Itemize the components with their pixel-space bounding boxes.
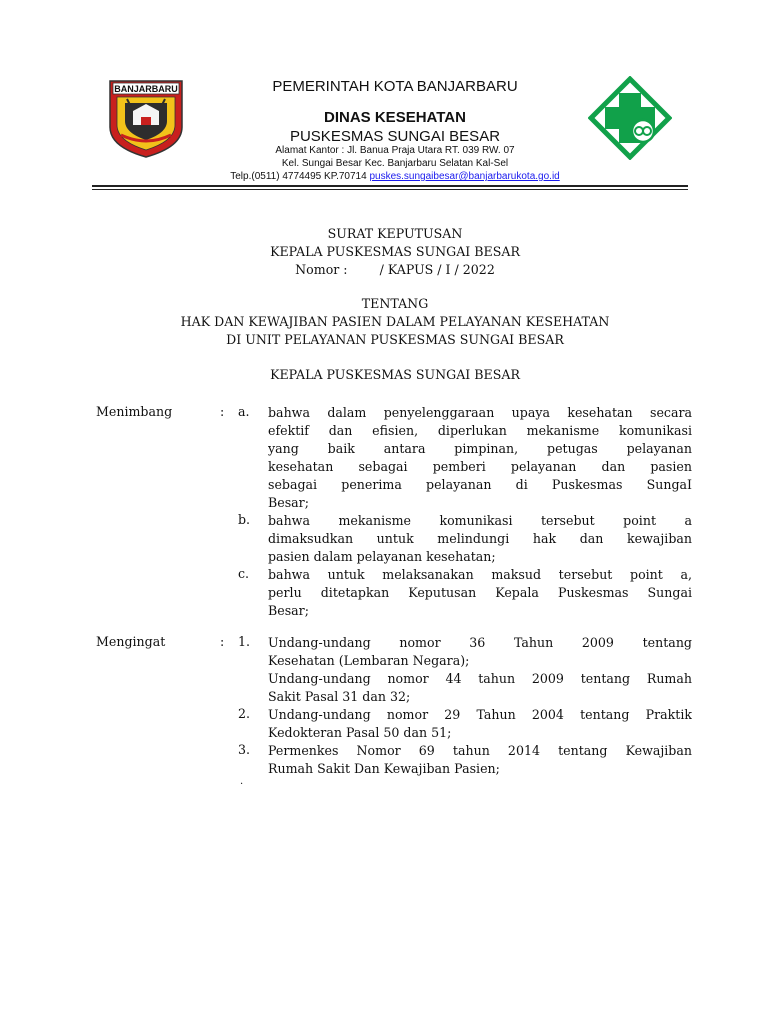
about-label: TENTANG — [361, 296, 429, 311]
mengingat-item-1 — [268, 634, 692, 706]
government-name: PEMERINTAH KOTA BANJARBARU — [272, 78, 518, 95]
phone-number: Telp.(0511) 4774495 KP.70714 — [230, 171, 367, 182]
office-district: Kel. Sungai Besar Kec. Banjarbaru Selatan Kal-Sel — [281, 158, 509, 169]
paragraph-line: Besar; — [268, 603, 309, 618]
paragraph-line: Undang-undang nomor 29 Tahun 2004 tentang Praktik — [268, 707, 692, 722]
menimbang-item-c-mark: c. — [238, 566, 250, 581]
emblem-text: BANJARBARU — [114, 84, 178, 94]
paragraph-line: kesehatan sebagai pemberi pelayanan dan pasien — [268, 459, 692, 474]
department-name: DINAS KESEHATAN — [324, 109, 466, 126]
mengingat-label: Mengingat — [96, 634, 166, 649]
office-address: Alamat Kantor : Jl. Banua Praja Utara RT. 039 RW. 07 — [275, 145, 515, 156]
section-heading: KEPALA PUSKESMAS SUNGAI BESAR — [270, 367, 520, 382]
menimbang-item-b — [268, 512, 692, 566]
paragraph-line: Rumah Sakit Dan Kewajiban Pasien; — [268, 761, 500, 776]
mengingat-colon: : — [220, 634, 225, 649]
paragraph-line: pasien dalam pelayanan kesehatan; — [268, 549, 496, 564]
about-line-1: HAK DAN KEWAJIBAN PASIEN DALAM PELAYANAN KESEHATAN — [180, 314, 610, 329]
document-issuer: KEPALA PUSKESMAS SUNGAI BESAR — [270, 244, 520, 259]
paragraph-line: Kesehatan (Lembaran Negara); — [268, 653, 470, 668]
paragraph-line: bahwa dalam penyelenggaraan upaya kesehatan secara — [268, 405, 692, 420]
paragraph-line: Kedokteran Pasal 50 dan 51; — [268, 725, 452, 740]
paragraph-line: yang baik antara pimpinan, petugas pelayanan — [268, 441, 692, 456]
paragraph-line: bahwa untuk melaksanakan maksud tersebut point a, — [268, 567, 692, 582]
mengingat-item-2-mark: 2. — [238, 706, 251, 721]
paragraph-line: Besar; — [268, 495, 309, 510]
paragraph-line: dimaksudkan untuk melindungi hak dan kewajiban — [268, 531, 692, 546]
puskesmas-name: PUSKESMAS SUNGAI BESAR — [289, 128, 501, 145]
letterhead-rule-thick — [92, 185, 688, 187]
about-line-2: DI UNIT PELAYANAN PUSKESMAS SUNGAI BESAR — [226, 332, 564, 347]
email-link[interactable]: puskes.sungaibesar@banjarbarukota.go.id — [369, 171, 560, 182]
menimbang-colon: : — [220, 404, 225, 419]
paragraph-line: perlu ditetapkan Keputusan Kepala Puskesmas Sungai — [268, 585, 692, 600]
paragraph-line: Sakit Pasal 31 dan 32; — [268, 689, 411, 704]
mengingat-item-3 — [268, 742, 692, 778]
paragraph-line: efektif dan efisien, diperlukan mekanisme komunikasi — [268, 423, 692, 438]
paragraph-line: Undang-undang nomor 36 Tahun 2009 tentang — [268, 635, 692, 650]
paragraph-line: bahwa mekanisme komunikasi tersebut point a — [268, 513, 692, 528]
mengingat-item-2 — [268, 706, 692, 742]
menimbang-item-a-mark: a. — [238, 404, 250, 419]
banjarbaru-emblem-logo — [107, 77, 185, 159]
trailing-mark: . — [240, 776, 244, 787]
menimbang-item-c — [268, 566, 692, 620]
document-type: SURAT KEPUTUSAN — [327, 226, 463, 241]
menimbang-item-b-mark: b. — [238, 512, 251, 527]
puskesmas-cross-logo — [588, 76, 672, 160]
mengingat-item-1-mark: 1. — [238, 634, 251, 649]
menimbang-label: Menimbang — [96, 404, 173, 419]
contact-line — [150, 171, 640, 182]
menimbang-item-a — [268, 404, 692, 512]
paragraph-line: Undang-undang nomor 44 tahun 2009 tentang Rumah — [268, 671, 692, 686]
paragraph-line: Permenkes Nomor 69 tahun 2014 tentang Kewajiban — [268, 743, 692, 758]
document-number: Nomor : / KAPUS / I / 2022 — [295, 262, 495, 277]
mengingat-item-3-mark: 3. — [238, 742, 251, 757]
letterhead-rule-thin — [92, 189, 688, 190]
paragraph-line: sebagai penerima pelayanan di Puskesmas SungaI — [268, 477, 692, 492]
